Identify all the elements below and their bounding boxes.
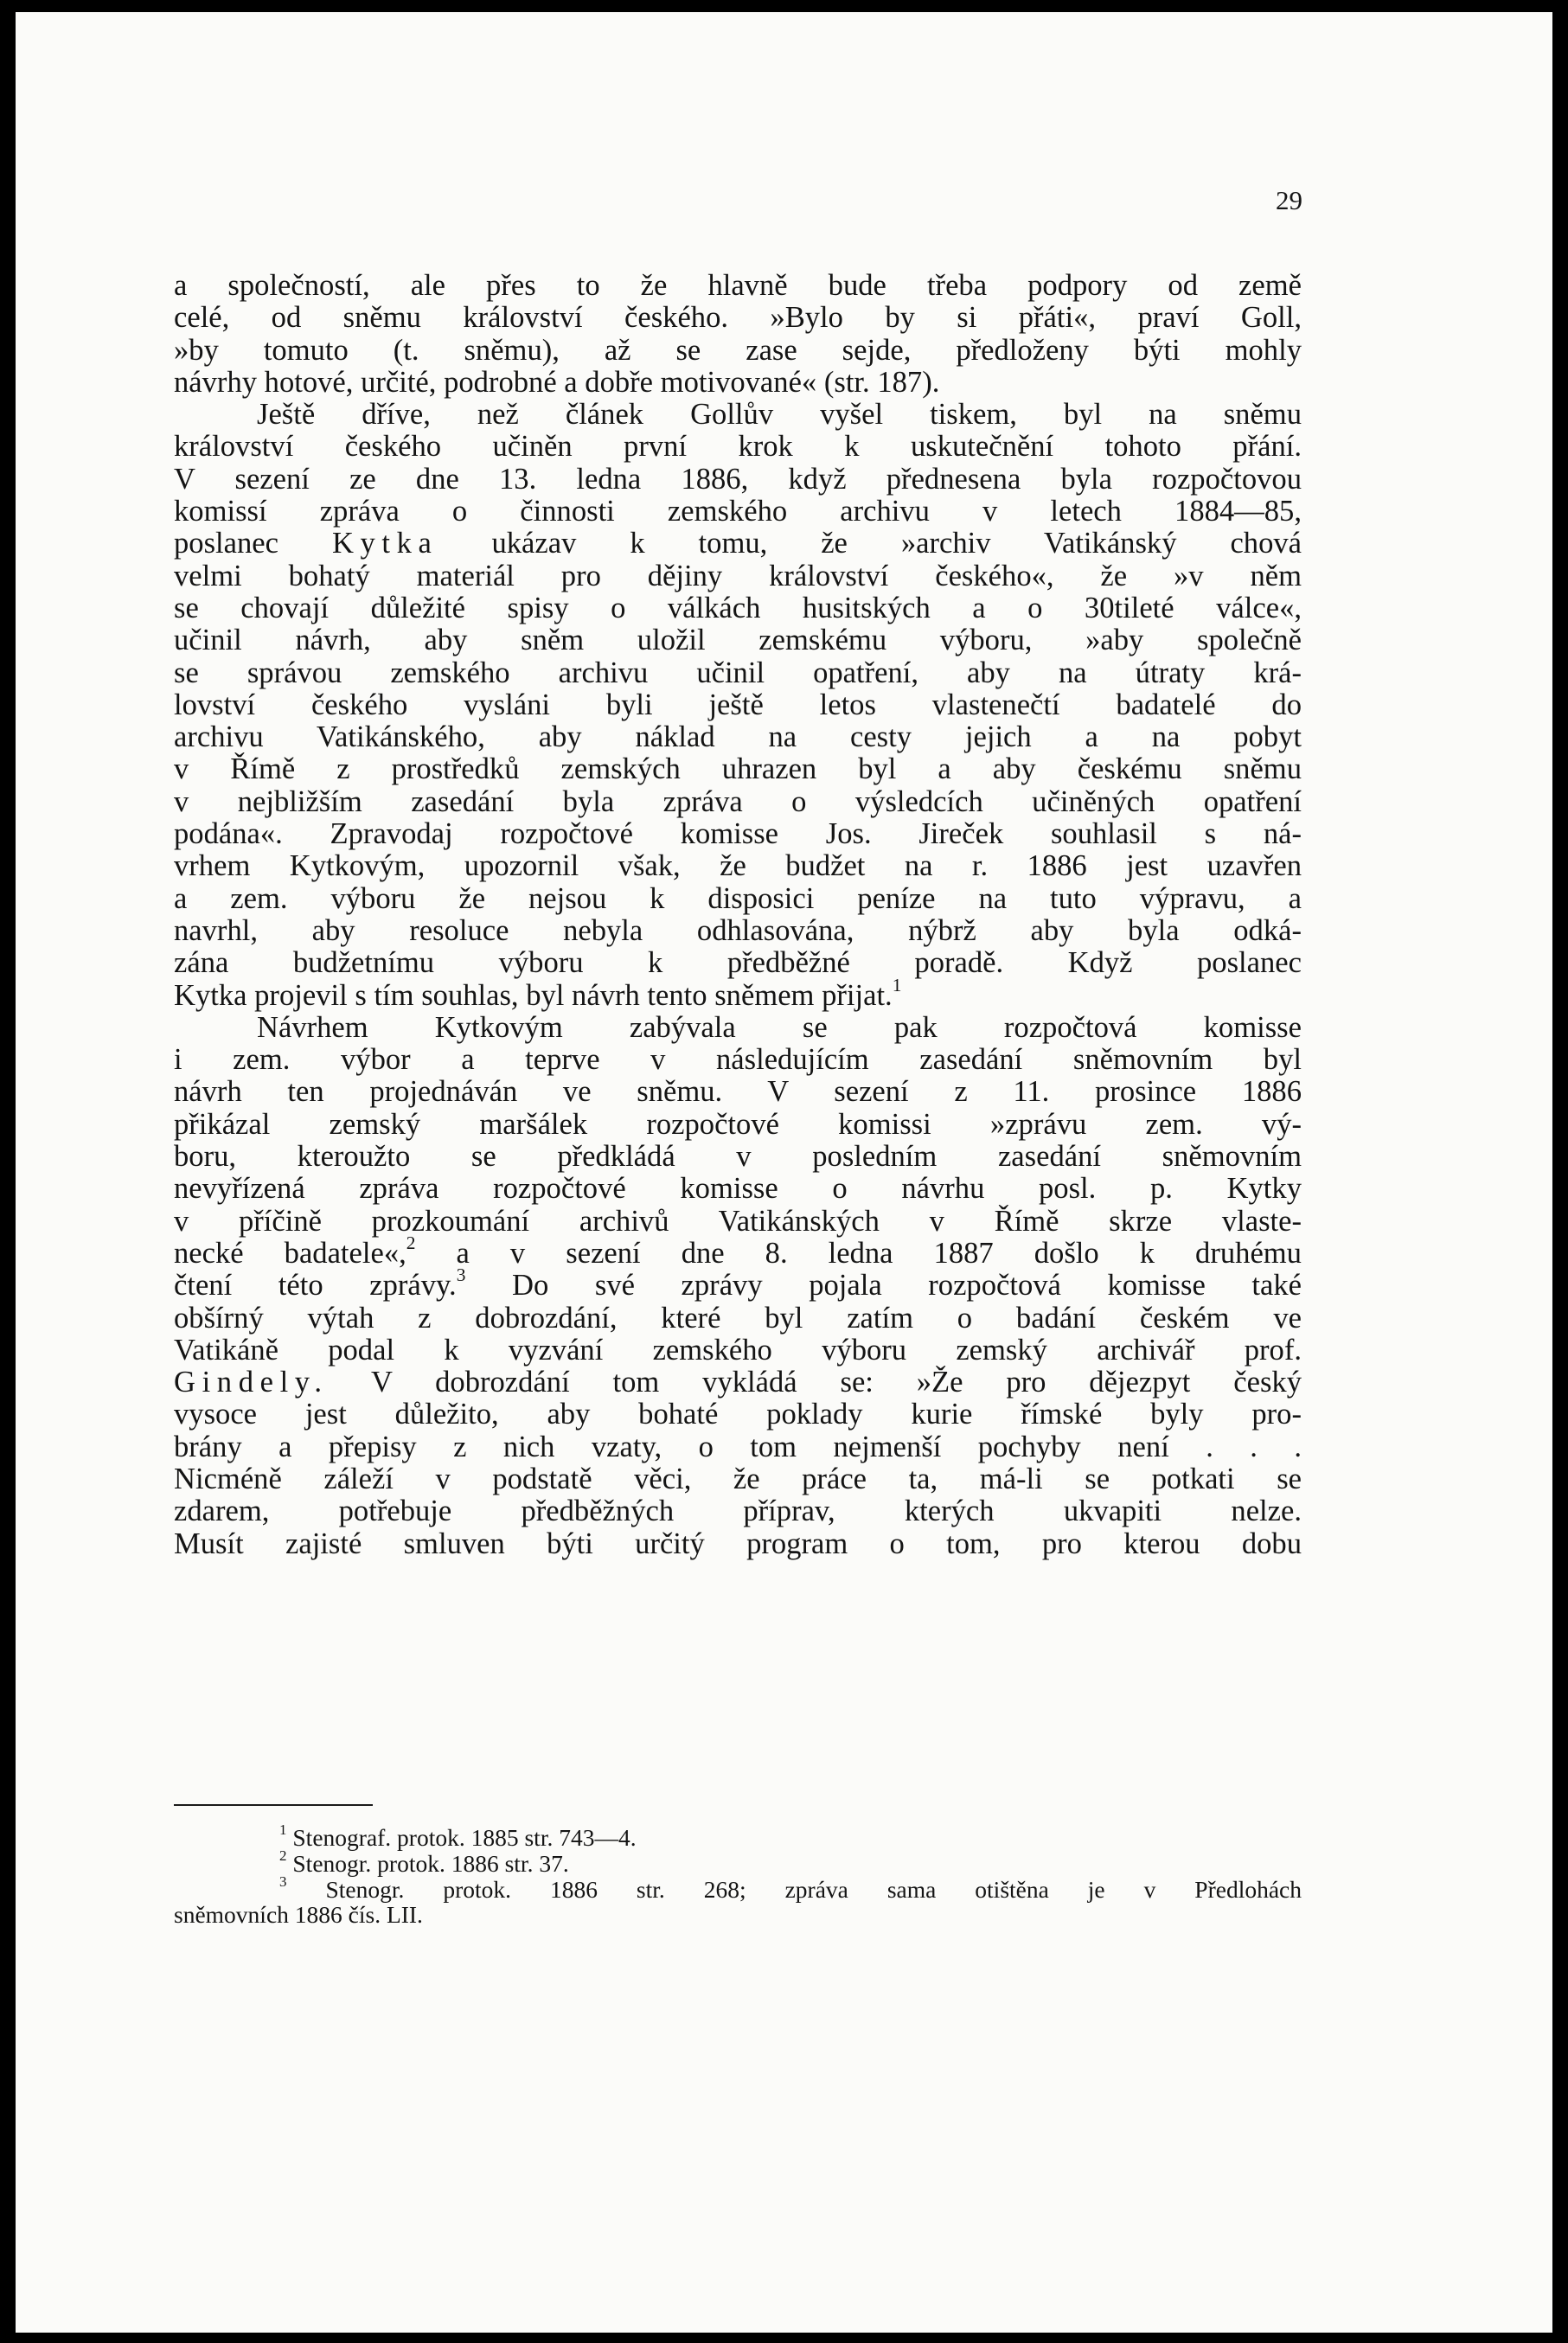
text-line: komissí zpráva o činnosti zemského archivu v letech 1884—85, — [174, 495, 1302, 528]
footnote — [174, 1847, 1302, 1877]
footnote-ref: 2 — [406, 1232, 416, 1253]
book-page — [16, 12, 1552, 2333]
text-line: navrhl, aby resoluce nebyla odhlasována, nýbrž aby byla odká- — [174, 913, 1302, 947]
footnote-text: Stenogr. protok. 1886 str. 268; zpráva sama otištěna je v Předlohách — [325, 1875, 1302, 1903]
text-line: obšírný výtah z dobrozdání, které byl zatím o badání českém ve — [174, 1301, 1302, 1335]
text-line: vrhem Kytkovým, upozornil však, že budžet na r. 1886 jest uzavřen — [174, 849, 1302, 883]
text-line: v Římě z prostředků zemských uhrazen byl a aby českému sněmu — [174, 752, 1302, 786]
text-line — [174, 1367, 1302, 1399]
text-line: boru, kteroužto se předkládá v posledním zasedání sněmovním — [174, 1140, 1302, 1174]
text-line — [174, 974, 1302, 1012]
text-line: a zem. výboru že nejsou k disposici peníze na tuto výpravu, a — [174, 881, 1302, 915]
text-line: podána«. Zpravodaj rozpočtové komisse Jos. Jireček souhlasil s ná- — [174, 817, 1302, 851]
text-line: zdarem, potřebuje předběžných příprav, kterých ukvapiti nelze. — [174, 1495, 1302, 1528]
text-fragment: necké badatele«, — [174, 1236, 406, 1270]
footnotes — [174, 1821, 1302, 1929]
footnote — [174, 1821, 1302, 1851]
text-line: se správou zemského archivu učinil opatření, aby na útraty krá- — [174, 656, 1302, 689]
text-line: a společností, ale přes to že hlavně bude třeba podpory od země — [174, 269, 1302, 302]
text-line: království českého učiněn první krok k uskutečnění tohoto přání. — [174, 430, 1302, 464]
text-line: v příčině prozkoumání archivů Vatikánských v Římě skrze vlaste- — [174, 1204, 1302, 1238]
footnote-ref: 1 — [892, 974, 902, 995]
spaced-name: Gindely. — [174, 1366, 329, 1399]
text-line: Nicméně záleží v podstatě věci, že práce ta, má-li se potkati se — [174, 1462, 1302, 1495]
text-fragment: a v sezení dne 8. ledna 1887 došlo k druhému — [456, 1236, 1302, 1270]
footnote-mark: 1 — [279, 1821, 287, 1839]
text-line: celé, od sněmu království českého. »Bylo by si přáti«, praví Goll, — [174, 301, 1302, 335]
text-fragment: Kytka projevil s tím souhlas, byl návrh tento sněmem přijat. — [174, 978, 893, 1012]
text-line — [174, 1232, 1302, 1270]
text-line: Návrhem Kytkovým zabývala se pak rozpočtová komisse — [257, 1010, 1302, 1044]
page-number: 29 — [1276, 185, 1302, 215]
text-fragment: ukázav k tomu, že »archiv Vatikánský chová — [491, 527, 1302, 560]
text-fragment: čtení této zprávy. — [174, 1269, 457, 1303]
footnote-continuation: sněmovních 1886 čís. LII. — [174, 1901, 423, 1929]
footnote-text: Stenograf. protok. 1885 str. 743—4. — [292, 1824, 637, 1851]
text-line: i zem. výbor a teprve v následujícím zasedání sněmovním byl — [174, 1043, 1302, 1077]
text-fragment: V dobrozdání tom vykládá se: »Že pro dějezpyt český — [370, 1366, 1302, 1399]
text-line: V sezení ze dne 13. ledna 1886, když přednesena byla rozpočtovou — [174, 462, 1302, 496]
text-fragment: Do své zprávy pojala rozpočtová komisse také — [512, 1269, 1302, 1303]
body-text — [174, 270, 1302, 1560]
text-line: v nejbližším zasedání byla zpráva o výsledcích učiněných opatření — [174, 784, 1302, 818]
text-line: archivu Vatikánského, aby náklad na cesty jejich a na pobyt — [174, 720, 1302, 754]
text-line: návrh ten projednáván ve sněmu. V sezení z 11. prosince 1886 — [174, 1075, 1302, 1109]
text-line: přikázal zemský maršálek rozpočtové komissi »zprávu zem. vý- — [174, 1107, 1302, 1141]
text-line: brány a přepisy z nich vzaty, o tom nejmenší pochyby není . . . — [174, 1430, 1302, 1463]
text-line: Vatikáně podal k vyzvání zemského výboru zemský archivář prof. — [174, 1333, 1302, 1367]
text-line: zána budžetnímu výboru k předběžné poradě. Když poslanec — [174, 946, 1302, 980]
text-line: návrhy hotové, určité, podrobné a dobře motivované« (str. 187). — [174, 365, 940, 399]
text-line: »by tomuto (t. sněmu), až se zase sejde, předloženy býti mohly — [174, 333, 1302, 367]
text-line: nevyřízená zpráva rozpočtové komisse o návrhu posl. p. Kytky — [174, 1172, 1302, 1206]
footnote-text: Stenogr. protok. 1886 str. 37. — [292, 1849, 569, 1877]
text-line: Ještě dříve, než článek Gollův vyšel tiskem, byl na sněmu — [257, 398, 1302, 432]
text-line: se chovají důležité spisy o válkách husitských a o 30tileté válce«, — [174, 591, 1302, 624]
text-line: Musít zajisté smluven býti určitý program o tom, pro kterou dobu — [174, 1527, 1302, 1560]
text-fragment: poslanec — [174, 527, 278, 560]
text-line: učinil návrh, aby sněm uložil zemskému výboru, »aby společně — [174, 624, 1302, 657]
text-line: velmi bohatý materiál pro dějiny království českého«, že »v něm — [174, 559, 1302, 592]
footnote-separator — [174, 1804, 373, 1806]
text-line — [174, 528, 1302, 560]
footnote-ref: 3 — [456, 1264, 466, 1286]
text-line: lovství českého vysláni byli ještě letos vlastenečtí badatelé do — [174, 688, 1302, 721]
spaced-name: Kytka — [331, 527, 438, 560]
footnote-mark: 3 — [279, 1872, 287, 1890]
footnote-mark: 2 — [279, 1847, 287, 1865]
text-line: vysoce jest důležito, aby bohaté poklady kurie římské byly pro- — [174, 1398, 1302, 1431]
text-line — [174, 1264, 1302, 1303]
footnote — [174, 1872, 1302, 1903]
